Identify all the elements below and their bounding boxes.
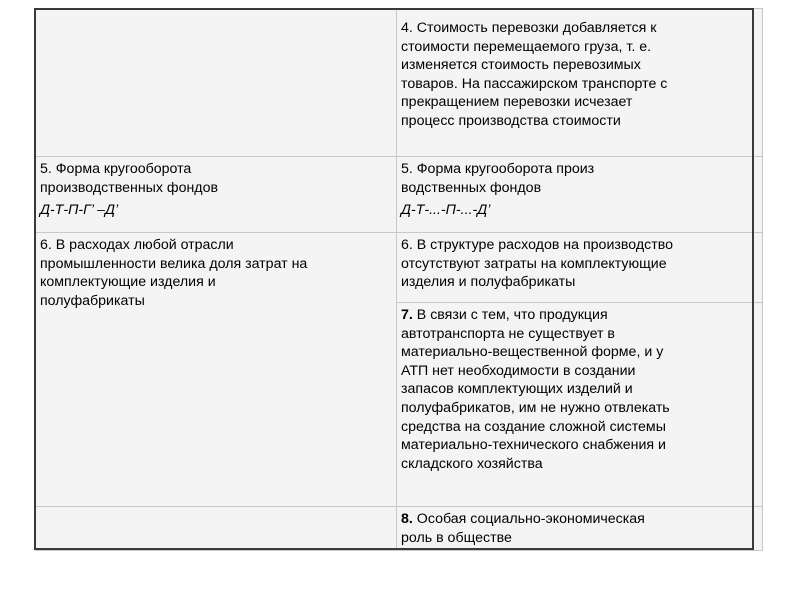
table-frame-left: [34, 8, 36, 550]
comparison-table: [35, 8, 763, 551]
formula-text: Д-Т-...-П-...-Д’: [401, 202, 491, 219]
cell-text: 6. В расходах любой отрасли промышленности велика доля затрат на комплектующие изделия и полуфабрикаты: [40, 237, 308, 309]
comparison-table-container: [35, 8, 753, 551]
item-text: Особая социально-экономическая роль в обществе: [401, 511, 645, 546]
cell-text: 5. Форма кругооборота произ водственных фондов: [401, 161, 595, 196]
table-cell-right: [397, 507, 763, 551]
table-frame-bottom: [35, 548, 753, 550]
table-frame-right: [752, 8, 754, 550]
cell-text: 5. Форма кругооборота производственных фондов: [40, 161, 218, 196]
table-cell-left-empty: [36, 9, 397, 157]
table-cell-left-empty: [36, 507, 397, 551]
cell-text: [401, 306, 758, 473]
table-row: [36, 507, 763, 551]
table-cell-left: [36, 157, 397, 233]
table-row: [36, 9, 763, 157]
table-cell-right: [397, 233, 763, 303]
cell-text: 4. Стоимость перевозки добавляется к стоимости перемещаемого груза, т. е. изменяется стоимость перевозимых товаров. На пассажирском транспорте с прекращением перевозки исчезает процесс производства стоимости: [401, 20, 668, 129]
table-row: [36, 157, 763, 233]
cell-text: [401, 510, 758, 547]
table-cell-right: [397, 157, 763, 233]
formula-text: Д-Т-П-Г’ –Д’: [40, 202, 119, 219]
table-frame-top: [35, 8, 753, 10]
table-cell-right: [397, 303, 763, 507]
item-number: 8.: [401, 511, 413, 527]
table-row: [36, 233, 763, 303]
item-number: 7.: [401, 307, 413, 323]
table-cell-right: [397, 9, 763, 157]
table-cell-left-merged: [36, 233, 397, 507]
cell-text: 6. В структуре расходов на производство отсутствуют затраты на комплектующие изделия и полуфабрикаты: [401, 237, 673, 291]
item-text: В связи с тем, что продукция автотранспорта не существует в материально-вещественной форме, и у АТП нет необходимости в создании запасов комплектующих изделий и полуфабрикатов, им не нужно отвлекать средства на создание сложной системы материально-технического снабжения и складского хозяйства: [401, 307, 670, 472]
